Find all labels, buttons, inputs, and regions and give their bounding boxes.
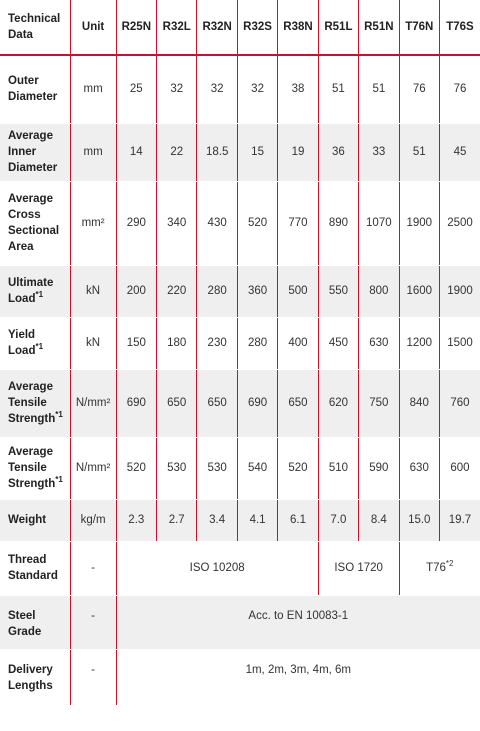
header-grade: R38N	[278, 0, 318, 55]
table-cell: 51	[399, 123, 439, 181]
header-grade: R51N	[359, 0, 399, 55]
row-label-text: Average Tensile Strength	[8, 446, 56, 490]
table-cell: 340	[157, 181, 197, 265]
row-label-text: Average Tensile Strength	[8, 381, 56, 425]
table-row	[0, 317, 480, 369]
row-label	[0, 317, 70, 369]
table-cell: 650	[157, 369, 197, 437]
table-cell: 51	[318, 55, 358, 123]
table-cell: 14	[116, 123, 156, 181]
table-cell: 6.1	[278, 499, 318, 541]
row-label	[0, 55, 70, 123]
table-cell: 2.3	[116, 499, 156, 541]
table-cell: 600	[439, 437, 480, 499]
table-cell: 1500	[439, 317, 480, 369]
table-cell: 15.0	[399, 499, 439, 541]
row-unit: kg/m	[70, 499, 116, 541]
table-row	[0, 181, 480, 265]
row-label	[0, 499, 70, 541]
table-cell: 2.7	[157, 499, 197, 541]
row-label-text: Average Cross Sectional Area	[8, 193, 60, 253]
table-cell: 430	[197, 181, 237, 265]
table-cell: 38	[278, 55, 318, 123]
header-row	[0, 0, 480, 55]
table-cell: 32	[237, 55, 277, 123]
table-cell: 690	[116, 369, 156, 437]
thread-t76-footnote: *2	[445, 559, 454, 568]
table-cell: 4.1	[237, 499, 277, 541]
table-cell: 630	[399, 437, 439, 499]
header-grade: R25N	[116, 0, 156, 55]
table-cell: 650	[197, 369, 237, 437]
table-cell: 630	[359, 317, 399, 369]
delivery-lengths-value: 1m, 2m, 3m, 4m, 6m	[116, 649, 480, 705]
table-cell: 590	[359, 437, 399, 499]
table-cell: 3.4	[197, 499, 237, 541]
row-label: Thread Standard	[0, 541, 70, 595]
table-cell: 280	[237, 317, 277, 369]
table-cell: 1200	[399, 317, 439, 369]
table-cell: 520	[237, 181, 277, 265]
row-label	[0, 181, 70, 265]
table-cell: 76	[439, 55, 480, 123]
header-grade: R32L	[157, 0, 197, 55]
table-row	[0, 369, 480, 437]
table-cell: 76	[399, 55, 439, 123]
row-unit: -	[70, 541, 116, 595]
thread-t76	[399, 541, 480, 595]
table-row	[0, 265, 480, 317]
table-cell: 19.7	[439, 499, 480, 541]
header-grade: R32S	[237, 0, 277, 55]
header-grade: R32N	[197, 0, 237, 55]
row-label-text: Weight	[8, 514, 47, 526]
row-label-text: Ultimate Load	[8, 277, 54, 305]
table-cell: 800	[359, 265, 399, 317]
row-unit: mm	[70, 55, 116, 123]
table-cell: 550	[318, 265, 358, 317]
table-cell: 520	[116, 437, 156, 499]
table-cell: 33	[359, 123, 399, 181]
header-unit: Unit	[70, 0, 116, 55]
footnote-marker: *1	[55, 410, 63, 419]
row-label	[0, 369, 70, 437]
table-row	[0, 437, 480, 499]
table-cell: 7.0	[318, 499, 358, 541]
header-grade: T76N	[399, 0, 439, 55]
table-cell: 18.5	[197, 123, 237, 181]
table-cell: 51	[359, 55, 399, 123]
table-cell: 530	[157, 437, 197, 499]
table-cell: 290	[116, 181, 156, 265]
table-cell: 19	[278, 123, 318, 181]
table-cell: 200	[116, 265, 156, 317]
table-cell: 230	[197, 317, 237, 369]
row-label-text: Average Inner Diameter	[8, 130, 58, 174]
footnote-marker: *1	[55, 475, 63, 484]
table-cell: 15	[237, 123, 277, 181]
row-unit: -	[70, 595, 116, 649]
table-cell: 770	[278, 181, 318, 265]
table-cell: 1900	[399, 181, 439, 265]
table-cell: 450	[318, 317, 358, 369]
table-row	[0, 55, 480, 123]
table-cell: 750	[359, 369, 399, 437]
row-label-text: Yield Load	[8, 329, 36, 357]
header-grade: T76S	[439, 0, 480, 55]
table-row-thread-standard	[0, 541, 480, 595]
table-cell: 1070	[359, 181, 399, 265]
table-cell: 520	[278, 437, 318, 499]
row-unit: mm²	[70, 181, 116, 265]
row-unit: N/mm²	[70, 369, 116, 437]
table-cell: 25	[116, 55, 156, 123]
table-cell: 530	[197, 437, 237, 499]
table-cell: 280	[197, 265, 237, 317]
table-cell: 36	[318, 123, 358, 181]
table-cell: 22	[157, 123, 197, 181]
footnote-marker: *1	[35, 290, 44, 299]
table-row-delivery-lengths	[0, 649, 480, 705]
table-cell: 500	[278, 265, 318, 317]
row-label	[0, 265, 70, 317]
row-label-text: Outer Diameter	[8, 75, 58, 104]
header-technical-data: Technical Data	[0, 0, 70, 55]
thread-iso-1720: ISO 1720	[318, 541, 399, 595]
table-cell: 220	[157, 265, 197, 317]
row-unit: mm	[70, 123, 116, 181]
table-cell: 650	[278, 369, 318, 437]
thread-iso-10208: ISO 10208	[116, 541, 318, 595]
steel-grade-value: Acc. to EN 10083-1	[116, 595, 480, 649]
row-unit: kN	[70, 265, 116, 317]
table-cell: 760	[439, 369, 480, 437]
table-cell: 8.4	[359, 499, 399, 541]
table-cell: 1900	[439, 265, 480, 317]
table-row	[0, 499, 480, 541]
table-row	[0, 123, 480, 181]
row-label	[0, 123, 70, 181]
row-label: Steel Grade	[0, 595, 70, 649]
table-cell: 180	[157, 317, 197, 369]
row-label	[0, 437, 70, 499]
table-cell: 32	[157, 55, 197, 123]
row-unit: N/mm²	[70, 437, 116, 499]
table-cell: 1600	[399, 265, 439, 317]
header-grade: R51L	[318, 0, 358, 55]
table-cell: 840	[399, 369, 439, 437]
table-cell: 890	[318, 181, 358, 265]
table-cell: 540	[237, 437, 277, 499]
table-cell: 32	[197, 55, 237, 123]
table-cell: 690	[237, 369, 277, 437]
footnote-marker: *1	[35, 342, 44, 351]
table-cell: 45	[439, 123, 480, 181]
table-cell: 620	[318, 369, 358, 437]
table-cell: 2500	[439, 181, 480, 265]
table-cell: 510	[318, 437, 358, 499]
table-row-steel-grade	[0, 595, 480, 649]
table-cell: 400	[278, 317, 318, 369]
thread-t76-text: T76	[426, 562, 446, 574]
table-cell: 150	[116, 317, 156, 369]
row-unit: -	[70, 649, 116, 705]
row-label: Delivery Lengths	[0, 649, 70, 705]
table-cell: 360	[237, 265, 277, 317]
row-unit: kN	[70, 317, 116, 369]
